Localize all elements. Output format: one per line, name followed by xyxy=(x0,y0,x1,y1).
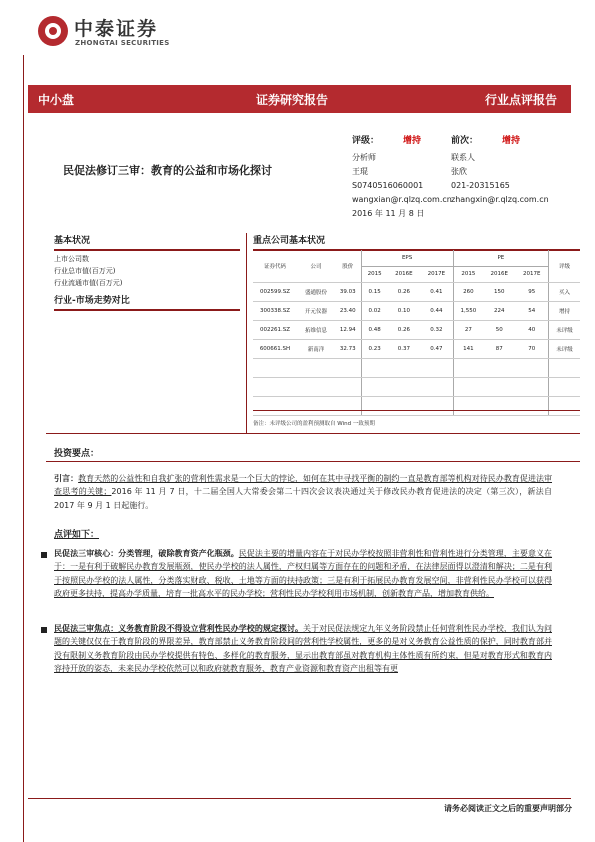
banner-report-kind: 行业点评报告 xyxy=(484,93,557,107)
basic-status-list xyxy=(54,253,122,289)
banner-report-type: 证券研究报告 xyxy=(256,93,329,107)
table-row xyxy=(253,282,580,301)
table-header-row xyxy=(253,250,580,266)
intro-lead: 引言： xyxy=(54,474,79,483)
cell-price: 23.40 xyxy=(335,301,361,320)
prev-rating-block xyxy=(451,134,520,148)
year-header: 2015 xyxy=(361,266,388,282)
cell-eps: 0.10 xyxy=(388,301,420,320)
report-title: 民促法修订三审：教育的公益和市场化探讨 xyxy=(63,164,272,177)
col-price: 股价 xyxy=(335,250,361,282)
col-company: 公司 xyxy=(297,250,335,282)
contact-phone: 021-20315165 xyxy=(451,181,510,190)
cell-company: 开元仪器 xyxy=(297,301,335,320)
cell-eps: 0.47 xyxy=(420,339,453,358)
cell-eps: 0.23 xyxy=(361,339,388,358)
report-date: 2016 年 11 月 8 日 xyxy=(352,209,425,218)
cell-pe: 40 xyxy=(515,320,548,339)
cell-eps: 0.26 xyxy=(388,320,420,339)
cell-pe: 50 xyxy=(483,320,515,339)
rating-label: 评级： xyxy=(352,136,380,146)
cell-pe: 260 xyxy=(453,282,483,301)
table-row xyxy=(253,339,580,358)
cell-price: 12.94 xyxy=(335,320,361,339)
point2-lead: 民促法三审焦点：义务教育阶段不得设立营利性民办学校的规定探讨。 xyxy=(54,624,304,633)
contact-role: 联系人 xyxy=(451,153,475,162)
header-banner xyxy=(28,85,571,113)
cell-code: 600661.SH xyxy=(253,339,297,358)
cell-eps: 0.32 xyxy=(420,320,453,339)
cell-code: 002261.SZ xyxy=(253,320,297,339)
table-row xyxy=(253,301,580,320)
key-companies-heading: 重点公司基本状况 xyxy=(253,233,580,251)
basic-item: 行业总市值(百万元) xyxy=(54,267,116,275)
analyst-name: 王琨 xyxy=(352,167,368,176)
cell-price: 32.73 xyxy=(335,339,361,358)
cell-pe: 70 xyxy=(515,339,548,358)
year-header: 2016E xyxy=(483,266,515,282)
contact-name: 张欣 xyxy=(451,167,467,176)
cell-eps: 0.02 xyxy=(361,301,388,320)
col-eps: EPS xyxy=(361,250,453,266)
rating-value: 增持 xyxy=(403,136,422,146)
market-trend-heading: 行业-市场走势对比 xyxy=(54,293,240,311)
logo-name: 中泰证券 xyxy=(74,18,159,40)
cell-pe: 87 xyxy=(483,339,515,358)
table-row xyxy=(253,320,580,339)
cell-pe: 27 xyxy=(453,320,483,339)
cell-price: 39.03 xyxy=(335,282,361,301)
cell-pe: 95 xyxy=(515,282,548,301)
year-header: 2015 xyxy=(453,266,483,282)
cell-eps: 0.48 xyxy=(361,320,388,339)
year-header: 2017E xyxy=(515,266,548,282)
cell-pe: 150 xyxy=(483,282,515,301)
cell-eps: 0.37 xyxy=(388,339,420,358)
intro-text-underlined: 教育天然的公益性和自我扩张的营利性需求是一个巨大的悖论，如何在其中寻找平衡的制约一直是教育部等机构对待民办教育促进法审查思考的关键； xyxy=(54,474,553,497)
analyst-cert: S0740516060001 xyxy=(352,181,424,190)
point2-text: 关于对民促法规定九年义务阶段禁止任何营利性民办学校，我们认为问题的关键仅仅在于教育阶段的界限差异，教育部禁止义务教育阶段间的营利性学校属性，更多的是对义务教育公益性质的保护，同时教育部并没有限制义务教育阶段由民办学校提供有特色、多样化的教育服务，显示出教育部虽对教育机构主体性质有所约束，但是对教育形式和教育内容持开放的姿态，未来民办学校依然可以和政府就教育服务、教育产业资源和教育资产出租等有更 xyxy=(54,624,552,674)
cell-pe: 1,550 xyxy=(453,301,483,320)
bullet-icon xyxy=(41,627,47,633)
intro-text: 2016 年 11 月 7 日，十二届全国人大常委会第二十四次会议表决通过关于修改民办教育促进法的决定（第三次），新法自 2017 年 9 月 1 日起施行。 xyxy=(54,487,553,510)
point2-paragraph xyxy=(54,622,552,676)
basic-item: 上市公司数 xyxy=(54,255,89,263)
rating-block xyxy=(352,134,421,148)
col-code: 证券代码 xyxy=(253,250,297,282)
column-divider xyxy=(246,233,247,433)
cell-eps: 0.41 xyxy=(420,282,453,301)
cell-code: 002599.SZ xyxy=(253,282,297,301)
banner-sector: 中小盘 xyxy=(38,93,75,107)
cell-company: 新南洋 xyxy=(297,339,335,358)
analyst-info xyxy=(352,151,452,221)
intro-paragraph xyxy=(54,472,552,512)
table-row-empty xyxy=(253,358,580,377)
col-pe: PE xyxy=(453,250,548,266)
basic-status-heading: 基本状况 xyxy=(54,233,240,251)
table-row-empty xyxy=(253,396,580,415)
cell-code: 300338.SZ xyxy=(253,301,297,320)
cell-rating: 买入 xyxy=(549,282,580,301)
basic-item: 行业流通市值(百万元) xyxy=(54,279,123,287)
cell-rating: 未评级 xyxy=(549,320,580,339)
point1-text: 民促法主要的增量内容在于对民办学校按照非营利性和营利性进行分类管理，主要意义在于：一是有利于破解民办教育发展瓶颈，使民办学校的法人属性，产权归属等方面存在的问题和矛盾，在法律层面得以澄清和解决；二是有利于按照民办学校的法人属性，分类落实财政、税收、土地等方面的扶持政策；三是有利于拓展民办教育发展空间，非营利性民办学校可以获得政府更多扶持，提高办学质量，培育一批高水平的民办学校；营利性民办学校利用市场机制，创新教育产品，增加教育供给。 xyxy=(54,549,553,599)
key-points-heading: 投资要点： xyxy=(54,449,100,459)
cell-rating: 未评级 xyxy=(549,339,580,358)
table-bottom-rule xyxy=(253,410,580,411)
cell-eps: 0.44 xyxy=(420,301,453,320)
comment-heading: 点评如下： xyxy=(54,530,100,540)
cell-eps: 0.26 xyxy=(388,282,420,301)
point1-lead: 民促法三审核心：分类管理，破除教育资产化瓶颈。 xyxy=(54,549,239,558)
table-row-empty xyxy=(253,377,580,396)
col-rating: 评级 xyxy=(549,250,580,282)
logo-mark-icon xyxy=(38,16,68,46)
analyst-role: 分析师 xyxy=(352,153,376,162)
cell-rating: 增持 xyxy=(549,301,580,320)
cell-pe: 54 xyxy=(515,301,548,320)
key-companies-table xyxy=(253,250,580,416)
cell-eps: 0.15 xyxy=(361,282,388,301)
cell-company: 拓维信息 xyxy=(297,320,335,339)
analyst-email[interactable]: wangxian@r.qlzq.com.cn xyxy=(352,195,452,204)
point1-paragraph xyxy=(54,547,552,601)
left-margin-line xyxy=(23,55,24,842)
cell-pe: 141 xyxy=(453,339,483,358)
contact-info xyxy=(451,151,549,207)
contact-email[interactable]: zhangxin@r.qlzq.com.cn xyxy=(451,195,549,204)
key-points-rule xyxy=(46,461,580,462)
cell-company: 盛通股份 xyxy=(297,282,335,301)
section-rule xyxy=(46,433,580,434)
bullet-icon xyxy=(41,552,47,558)
year-header: 2017E xyxy=(420,266,453,282)
cell-pe: 224 xyxy=(483,301,515,320)
footer-rule xyxy=(28,798,571,799)
table-note: 备注：未评级公司的盈利预测取自 Wind 一致预期 xyxy=(253,421,375,427)
company-logo xyxy=(38,12,208,52)
year-header: 2016E xyxy=(388,266,420,282)
prev-rating-label: 前次： xyxy=(451,136,479,146)
logo-name-en: ZHONGTAI SECURITIES xyxy=(75,39,170,47)
prev-rating-value: 增持 xyxy=(502,136,521,146)
footer-disclaimer: 请务必阅读正文之后的重要声明部分 xyxy=(444,804,572,813)
